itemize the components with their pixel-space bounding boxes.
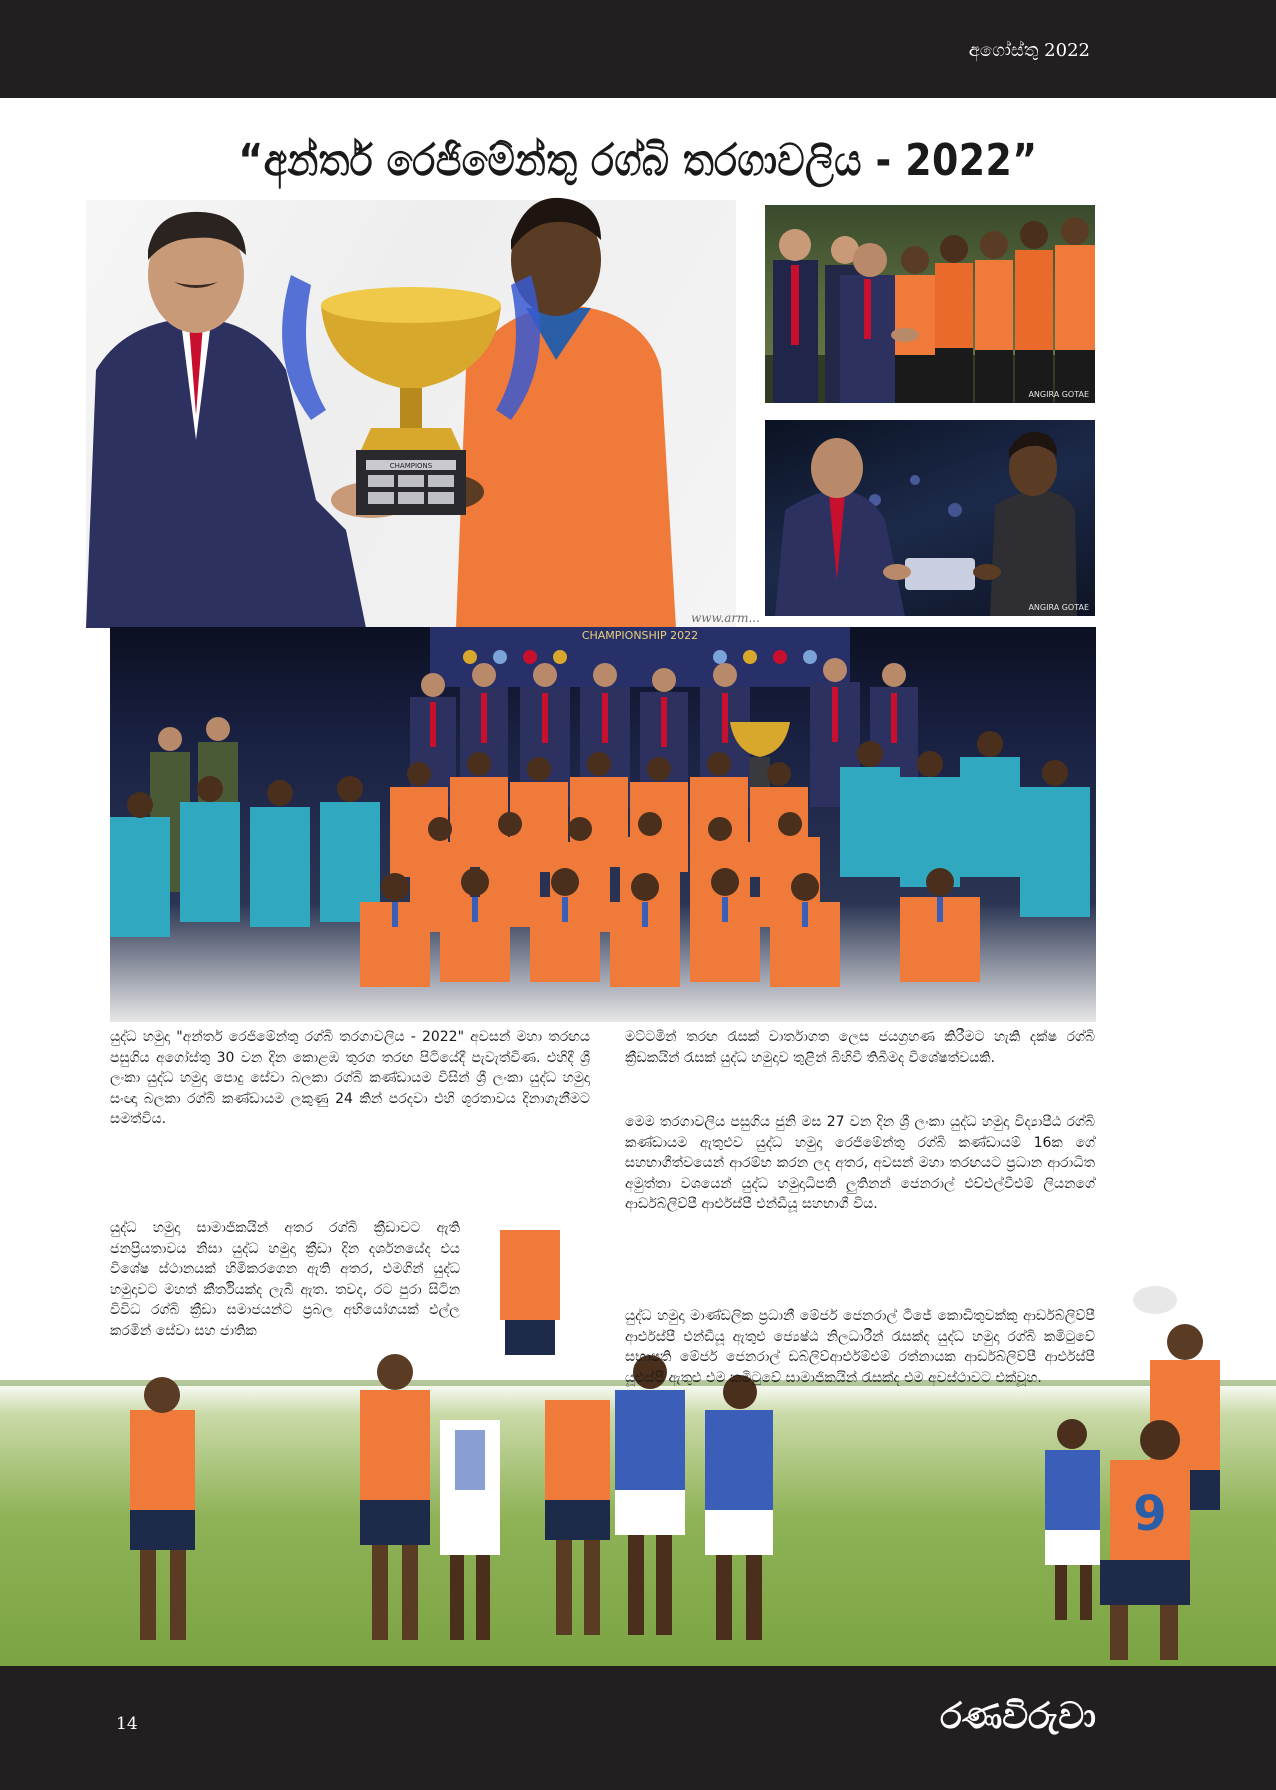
article-paragraph-1: යුද්ධ හමුදා "අන්තර් රෙජිමේන්තු රග්බි තරගාවලිය - 2022" අවසන් මහා තරඟය පසුගිය අගෝස්තු 30 වන දින කොළඹ තුරග තරඟ පිටියේදී පැවැත්විණ. එහිදී ශ්‍රී ලංකා යුද්ධ හමුදා පොදු සේවා බලකා රග්බි කණ්ඩායම විසින් ශ්‍රී ලංකා යුද්ධ හමුදා සංඥා බලකා රග්බි කණ්ඩායම ලකුණු 24 කින් පරදවා එහි ශූරතාවය දිනාගැනීමට සමත්විය. [110,1029,590,1127]
trophy-presentation-photo [86,200,760,628]
article-paragraph-4: මෙම තරගාවලිය පසුගිය ජුනි මස 27 වන දින ශ්‍රී ලංකා යුද්ධ හමුදා විද්‍යාපීඨ රග්බි කණ්ඩායම ඇතුළුව යුද්ධ හමුදා රෙජිමේන්තු රග්බි කණ්ඩායම් 16ක ගේ සහභාගීත්වයෙන් ආරම්භ කරන ලද අතර, අවසන් මහා තරඟයට ප්‍රධාන ආරාධිත අමුත්තා වශයෙන් යුද්ධ හමුදාධිපති ලුතිනන් ජෙනරාල් එච්එල්වීඑම් ලියනගේ ආර්ඩබ්ලිව්පී ආර්එස්පී එන්ඩීයූ සහභාගී විය. [625,1114,1095,1212]
header-bar [0,0,1276,98]
magazine-logo: රණවිරුවා [940,1696,1096,1737]
award-gift-photo [765,420,1095,616]
award-gift-illustration [765,420,1095,616]
page-number: 14 [116,1714,138,1734]
svg-text:9: 9 [1133,1486,1167,1542]
issue-date: අගෝස්තු 2022 [968,40,1090,61]
photo-credit: ANGIRA GOTAE [1028,390,1089,399]
trophy-plaque-text: CHAMPIONS [389,462,433,470]
trophy-presentation-illustration [86,200,760,628]
team-group-photo [110,627,1096,1022]
article-paragraph-3: මට්ටමින් තරඟ රැසක් වාර්තාගත ලෙස ජයග්‍රහණ කිරීමට හැකි දක්ෂ රග්බි ක්‍රීඩකයින් රැසක් යුද්ධ හමුදාව තුළින් බිහිවී තිබීමද විශේෂත්වයකි. [625,1029,1095,1066]
handshake-illustration [765,205,1095,403]
photo-watermark: www.arm... [691,611,760,625]
handshake-photo [765,205,1095,403]
photo-credit: ANGIRA GOTAE [1028,603,1089,612]
team-group-illustration [110,627,1096,1022]
article-paragraph-2: යුද්ධ හමුදා සාමාජිකයින් අතර රග්බි ක්‍රීඩාවට ඇති ජනප්‍රියතාවය නිසා යුද්ධ හමුදා ක්‍රීඩා දින දර්ශනයේද එය විශේෂ ස්ථානයක් හිමිකරගෙන ඇති අතර, එමගින් යුද්ධ හමුදාවට මහත් කීර්තියක්ද ලැබී ඇත. තවද, රට පුරා සිටින විවිධ රග්බි ක්‍රීඩා සමාජයන්ට ප්‍රබල අභියෝගයක් එල්ල කරමින් සේවා සහ ජාතික [110,1220,460,1339]
article-headline: “අන්තර් රෙජිමේන්තු රග්බි තරගාවලිය - 2022” [238,135,1038,186]
article-paragraph-5: යුද්ධ හමුදා මාණ්ඩලික ප්‍රධානී මේජර් ජෙනරාල් ටීජේ කොඩිතුවක්කු ආර්ඩබ්ලිව්පී ආර්එස්පී එන්ඩීයූ ඇතුළු ජ්‍යෙෂ්ඨ නිලධාරීන් රැසක්ද යුද්ධ හමුදා රග්බි කමිටුවේ සභාපති මේජර් ජෙනරාල් ඩබ්ලිව්ආර්එම්එම් රත්නායක ආර්ඩබ්ලිව්පී ආර්එස්පී යූඑස්පී ඇතුළු එම කමිටුවේ සාමාජිකයින් රැසක්ද එම අවස්ථාවට එක්වූහ. [625,1308,1095,1386]
banner-text: CHAMPIONSHIP 2022 [581,629,699,642]
